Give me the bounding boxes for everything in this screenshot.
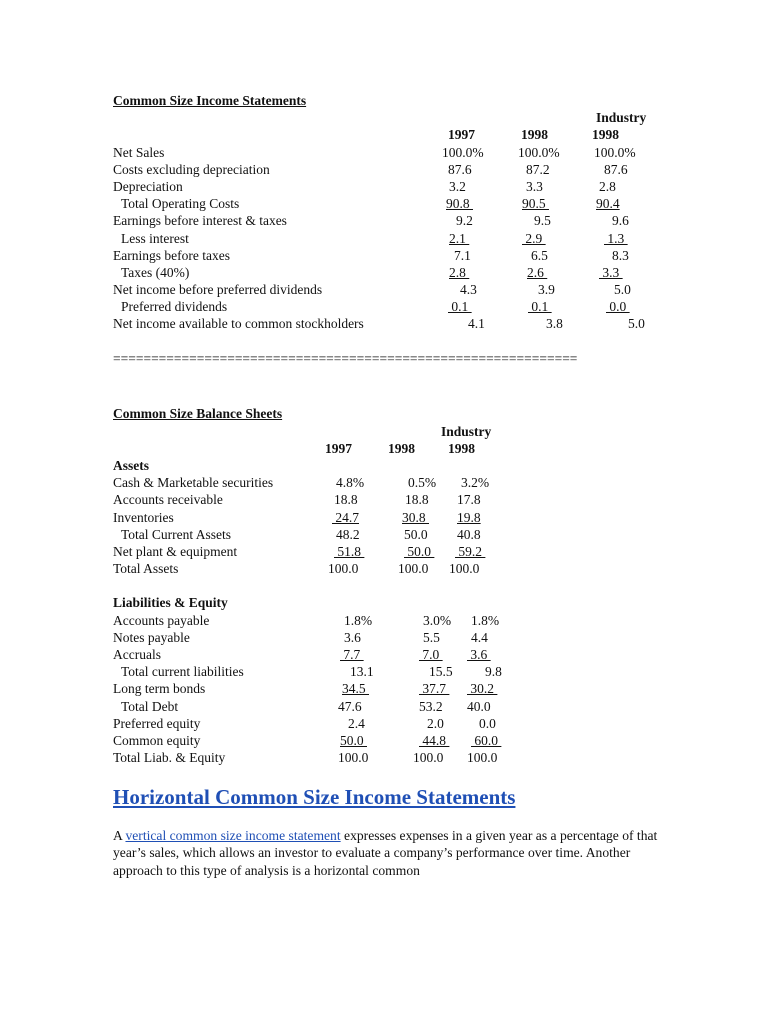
cell-value: 40.0 bbox=[467, 698, 491, 714]
cell-value: 30.8 bbox=[402, 509, 429, 525]
cell-value: 100.0% bbox=[594, 144, 636, 160]
cell-value: 3.6 bbox=[467, 647, 491, 662]
cell-value: 87.2 bbox=[526, 161, 550, 177]
row-label: Notes payable bbox=[113, 629, 190, 645]
cell-value: 34.5 bbox=[342, 681, 369, 697]
row-label: Taxes (40%) bbox=[121, 264, 190, 280]
income-statement-title: Common Size Income Statements bbox=[113, 93, 307, 108]
cell-value: 9.8 bbox=[485, 664, 502, 680]
cell-value: 44.8 bbox=[419, 732, 450, 748]
income-statement-table bbox=[113, 144, 673, 333]
row-label: Earnings before taxes bbox=[113, 247, 230, 263]
row-label: Total Debt bbox=[121, 698, 179, 714]
cell-value: 3.2% bbox=[461, 475, 490, 491]
row-label: Accruals bbox=[113, 647, 161, 662]
cell-value: 2.8 bbox=[599, 178, 616, 194]
divider: ============================================================= bbox=[113, 350, 578, 366]
assets-heading: Assets bbox=[113, 457, 149, 473]
row-label: Inventories bbox=[113, 509, 174, 525]
row-label: Net income available to common stockholders bbox=[113, 316, 364, 332]
cell-value: 2.6 bbox=[527, 264, 548, 280]
cell-value: 17.8 bbox=[457, 492, 481, 508]
table-row bbox=[113, 732, 673, 749]
cell-value: 51.8 bbox=[334, 543, 365, 559]
year-header: 1998 bbox=[592, 127, 619, 143]
table-row bbox=[113, 281, 673, 298]
cell-value: 2.0 bbox=[427, 715, 444, 731]
cell-value: 2.9 bbox=[522, 230, 546, 246]
year-header: 1997 bbox=[448, 127, 475, 143]
cell-value: 100.0 bbox=[328, 561, 359, 577]
cell-value: 100.0% bbox=[518, 144, 560, 160]
cell-value: 5.0 bbox=[614, 282, 631, 298]
document-body bbox=[113, 92, 673, 766]
cell-value: 9.2 bbox=[456, 213, 473, 229]
cell-value: 59.2 bbox=[455, 543, 486, 559]
cell-value: 0.1 bbox=[528, 299, 552, 315]
table-row bbox=[113, 680, 673, 697]
cell-value: 100.0 bbox=[338, 750, 369, 766]
table-row bbox=[113, 264, 673, 281]
cell-value: 18.8 bbox=[405, 492, 429, 508]
liabilities-table bbox=[113, 612, 673, 767]
table-row bbox=[113, 715, 673, 732]
cell-value: 1.8% bbox=[471, 612, 500, 628]
cell-value: 0.1 bbox=[448, 299, 472, 315]
cell-value: 18.8 bbox=[334, 492, 358, 508]
cell-value: 5.0 bbox=[628, 316, 645, 332]
cell-value: 87.6 bbox=[448, 161, 472, 177]
cell-value: 6.5 bbox=[531, 247, 548, 263]
cell-value: 3.2 bbox=[449, 178, 466, 194]
cell-value: 100.0% bbox=[442, 144, 484, 160]
income-header-industry bbox=[113, 109, 673, 126]
cell-value: 9.5 bbox=[534, 213, 551, 229]
cell-value: 4.4 bbox=[471, 629, 488, 645]
cell-value: 87.6 bbox=[604, 161, 628, 177]
cell-value: 40.8 bbox=[457, 526, 481, 542]
balance-sheet-title: Common Size Balance Sheets bbox=[113, 406, 283, 422]
table-row bbox=[113, 749, 673, 766]
table-row bbox=[113, 629, 673, 646]
row-label: Long term bonds bbox=[113, 681, 206, 697]
row-label: Net income before preferred dividends bbox=[113, 282, 323, 298]
cell-value: 24.7 bbox=[332, 509, 359, 525]
row-label: Total Assets bbox=[113, 561, 179, 577]
row-label: Total Liab. & Equity bbox=[113, 750, 226, 766]
year-header: 1998 bbox=[521, 127, 548, 143]
cell-value: 2.4 bbox=[348, 715, 365, 731]
row-label: Depreciation bbox=[113, 178, 183, 194]
cell-value: 0.0 bbox=[606, 299, 630, 315]
year-header: 1997 bbox=[325, 440, 352, 456]
table-row bbox=[113, 144, 673, 161]
cell-value: 0.0 bbox=[479, 715, 496, 731]
cell-value: 2.1 bbox=[449, 230, 470, 246]
row-label: Preferred equity bbox=[113, 715, 201, 731]
cell-value: 5.5 bbox=[423, 629, 440, 645]
cell-value: 3.9 bbox=[538, 282, 555, 298]
income-header-years bbox=[113, 126, 673, 143]
cell-value: 3.8 bbox=[546, 316, 563, 332]
row-label: Common equity bbox=[113, 732, 201, 748]
table-row bbox=[113, 491, 673, 508]
paragraph-text: expresses expenses in a given year as a percentage of that year’s sales, which allows an investor to evaluate a company’s performance over time. Another approach to this type of analysis is a horizontal common bbox=[113, 828, 658, 878]
table-row bbox=[113, 698, 673, 715]
table-row bbox=[113, 230, 673, 247]
cell-value: 100.0 bbox=[449, 561, 480, 577]
cell-value: 90.8 bbox=[446, 196, 473, 212]
row-label: Accounts receivable bbox=[113, 492, 223, 508]
table-row bbox=[113, 315, 673, 332]
cell-value: 100.0 bbox=[467, 750, 498, 766]
cell-value: 3.0% bbox=[423, 612, 452, 628]
table-row bbox=[113, 298, 673, 315]
table-row bbox=[113, 161, 673, 178]
balance-header-industry bbox=[113, 423, 673, 440]
table-row bbox=[113, 247, 673, 264]
table-row bbox=[113, 526, 673, 543]
cell-value: 7.0 bbox=[419, 647, 443, 662]
cell-value: 47.6 bbox=[338, 698, 362, 714]
row-label: Cash & Marketable securities bbox=[113, 475, 274, 491]
table-row bbox=[113, 646, 673, 663]
year-header: 1998 bbox=[388, 440, 415, 456]
table-row bbox=[113, 212, 673, 229]
table-row bbox=[113, 474, 673, 491]
cell-value: 4.1 bbox=[468, 316, 485, 332]
industry-header: Industry bbox=[441, 423, 492, 439]
cell-value: 7.1 bbox=[454, 247, 471, 263]
cell-value: 4.8% bbox=[336, 475, 365, 491]
liabilities-heading: Liabilities & Equity bbox=[113, 595, 228, 611]
cell-value: 8.3 bbox=[612, 247, 629, 263]
cell-value: 4.3 bbox=[460, 282, 477, 298]
cell-value: 3.3 bbox=[526, 178, 543, 194]
cell-value: 100.0 bbox=[398, 561, 429, 577]
row-label: Less interest bbox=[121, 230, 189, 246]
cell-value: 48.2 bbox=[336, 526, 360, 542]
row-label: Accounts payable bbox=[113, 612, 210, 628]
cell-value: 90.4 bbox=[596, 196, 620, 212]
cell-value: 1.8% bbox=[344, 612, 373, 628]
cell-value: 50.0 bbox=[404, 543, 435, 559]
cell-value: 3.3 bbox=[599, 264, 623, 280]
paragraph-prefix: A bbox=[113, 828, 126, 843]
table-row bbox=[113, 178, 673, 195]
row-label: Preferred dividends bbox=[121, 299, 228, 315]
row-label: Net plant & equipment bbox=[113, 543, 238, 559]
industry-header: Industry bbox=[596, 110, 647, 126]
cell-value: 1.3 bbox=[604, 230, 628, 246]
cell-value: 9.6 bbox=[612, 213, 629, 229]
table-row bbox=[113, 560, 673, 577]
cell-value: 0.5% bbox=[408, 475, 437, 491]
cell-value: 7.7 bbox=[340, 647, 364, 662]
vertical-common-size-link[interactable]: vertical common size income statement bbox=[125, 828, 341, 843]
cell-value: 60.0 bbox=[471, 732, 502, 748]
row-label: Total Current Assets bbox=[121, 526, 232, 542]
table-row bbox=[113, 612, 673, 629]
row-label: Total Operating Costs bbox=[121, 196, 240, 212]
cell-value: 15.5 bbox=[429, 664, 453, 680]
cell-value: 90.5 bbox=[522, 196, 549, 212]
table-row bbox=[113, 195, 673, 212]
cell-value: 50.0 bbox=[404, 526, 428, 542]
row-label: Earnings before interest & taxes bbox=[113, 213, 287, 229]
cell-value: 3.6 bbox=[344, 629, 361, 645]
cell-value: 50.0 bbox=[340, 732, 367, 748]
article-heading[interactable]: Horizontal Common Size Income Statements bbox=[113, 785, 516, 809]
cell-value: 13.1 bbox=[350, 664, 374, 680]
cell-value: 19.8 bbox=[457, 509, 481, 525]
row-label: Costs excluding depreciation bbox=[113, 161, 270, 177]
table-row bbox=[113, 509, 673, 526]
balance-header-years bbox=[113, 440, 673, 457]
cell-value: 2.8 bbox=[449, 264, 470, 280]
cell-value: 100.0 bbox=[413, 750, 444, 766]
table-row bbox=[113, 543, 673, 560]
cell-value: 37.7 bbox=[419, 681, 450, 697]
cell-value: 30.2 bbox=[467, 681, 498, 697]
row-label: Total current liabilities bbox=[121, 664, 244, 680]
cell-value: 53.2 bbox=[419, 698, 443, 714]
article-paragraph bbox=[113, 827, 658, 879]
table-row bbox=[113, 663, 673, 680]
assets-table bbox=[113, 474, 673, 577]
row-label: Net Sales bbox=[113, 144, 165, 160]
year-header: 1998 bbox=[448, 440, 475, 456]
